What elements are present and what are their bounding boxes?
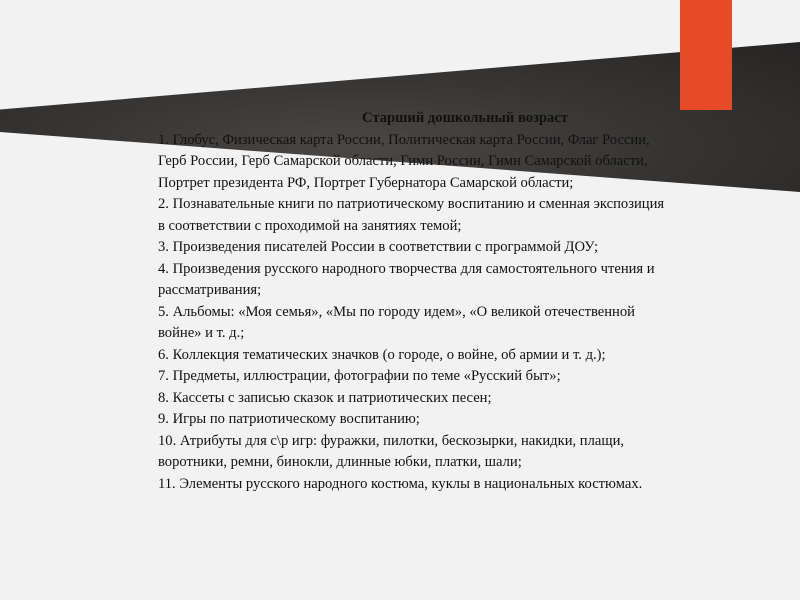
list-line: 9. Игры по патриотическому воспитанию; bbox=[158, 411, 420, 427]
list-line: 8. Кассеты с записью сказок и патриотических песен; bbox=[158, 389, 492, 406]
list-line: 10. Атрибуты для с\р игр: фуражки, пилотки, бескозырки, накидки, плащи, bbox=[158, 432, 625, 449]
slide-content bbox=[158, 108, 773, 495]
item-list bbox=[158, 130, 773, 496]
list-line: рассматривания; bbox=[158, 282, 262, 298]
slide-heading: Старший дошкольный возраст bbox=[362, 110, 568, 126]
list-line: 3. Произведения писателей России в соответствии с программой ДОУ; bbox=[158, 239, 599, 255]
list-line: 6. Коллекция тематических значков (о городе, о войне, об армии и т. д.); bbox=[158, 346, 606, 363]
list-line: Герб России, Герб Самарской области, Гимн России, Гимн Самарской области, bbox=[158, 153, 648, 169]
list-line: 2. Познавательные книги по патриотическому воспитанию и сменная экспозиция bbox=[158, 196, 665, 212]
orange-accent-bar bbox=[680, 0, 732, 110]
list-line: войне» и т. д.; bbox=[158, 325, 245, 341]
list-line: 5. Альбомы: «Моя семья», «Мы по городу идем», «О великой отечественной bbox=[158, 303, 635, 320]
list-line: 11. Элементы русского народного костюма, куклы в национальных костюмах. bbox=[158, 475, 643, 492]
list-line: Портрет президента РФ, Портрет Губернатора Самарской области; bbox=[158, 174, 574, 191]
list-line: в соответствии с проходимой на занятиях темой; bbox=[158, 217, 462, 234]
list-line: 4. Произведения русского народного творчества для самостоятельного чтения и bbox=[158, 260, 655, 277]
list-line: воротники, ремни, бинокли, длинные юбки, платки, шали; bbox=[158, 454, 522, 470]
list-line: 1. Глобус, Физическая карта России, Политическая карта России, Флаг России, bbox=[158, 131, 650, 148]
list-line: 7. Предметы, иллюстрации, фотографии по теме «Русский быт»; bbox=[158, 368, 561, 384]
